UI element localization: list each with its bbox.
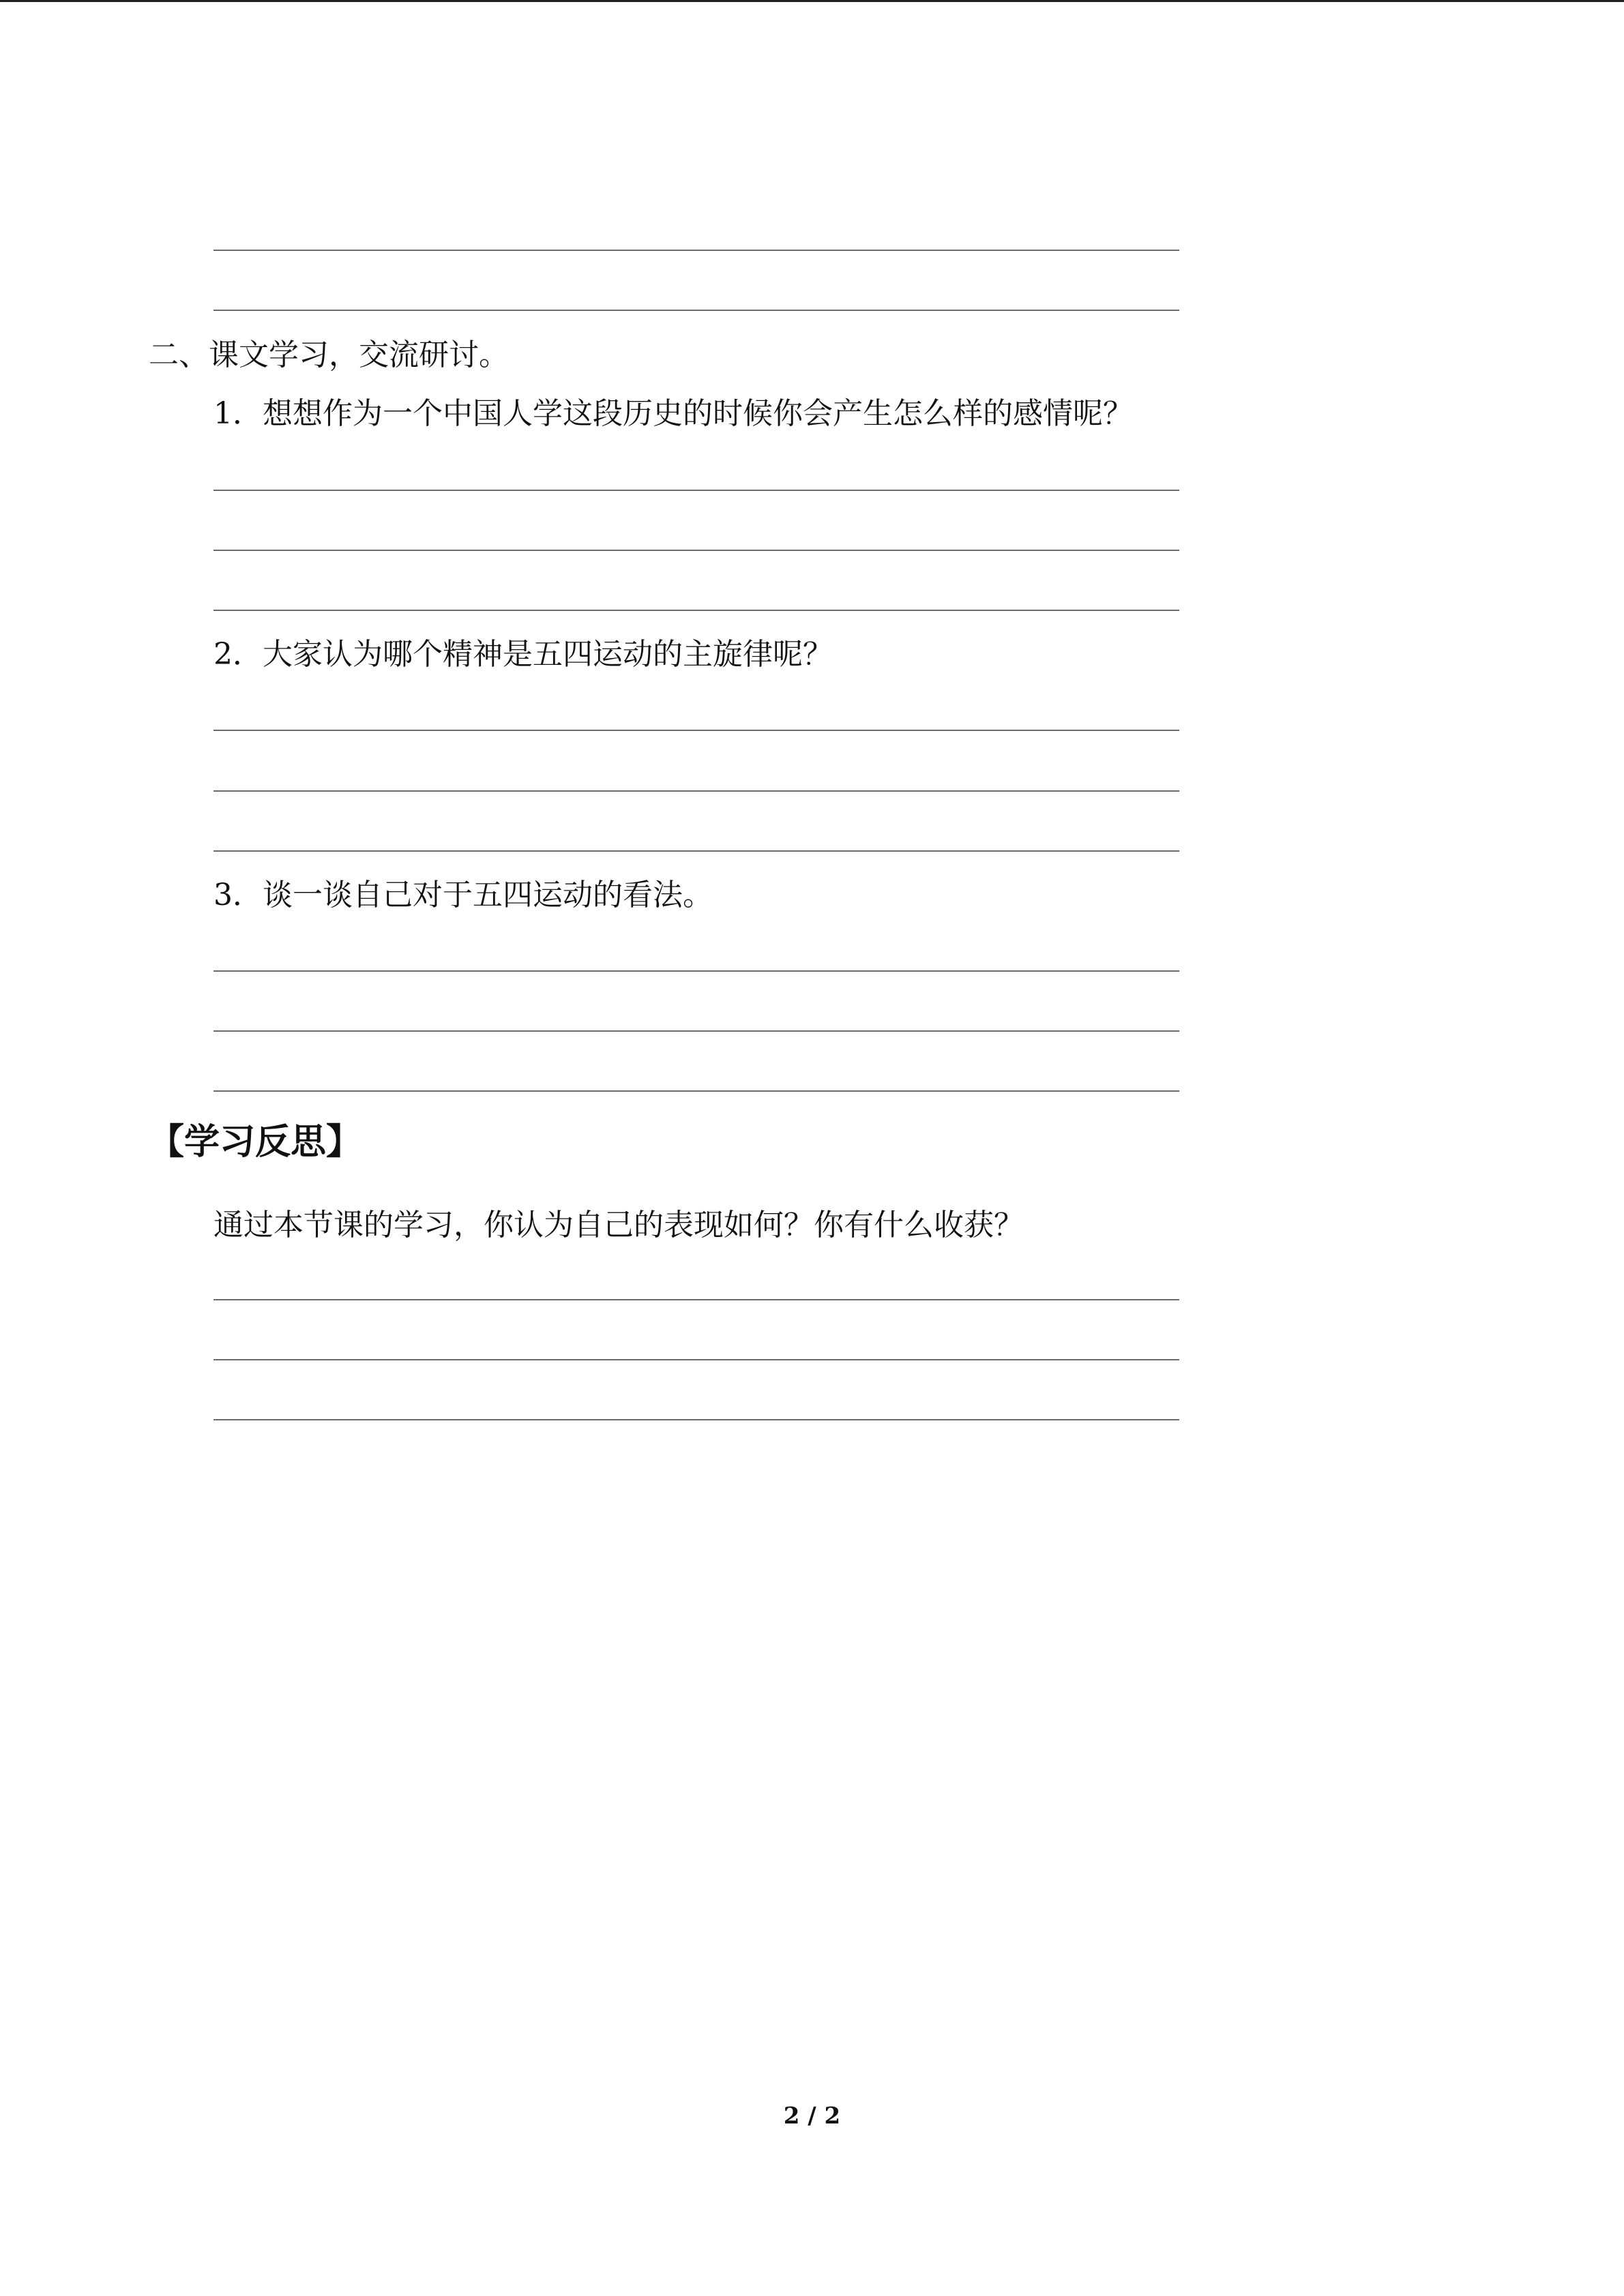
answer-line (213, 1419, 1179, 1420)
answer-line (213, 790, 1179, 792)
answer-line (213, 850, 1179, 852)
answer-line (213, 730, 1179, 731)
section-heading: 二、课文学习，交流研讨。 (149, 338, 509, 372)
reflection-prompt: 通过本节课的学习，你认为自己的表现如何？你有什么收获？ (213, 1208, 1024, 1242)
answer-line (213, 1090, 1179, 1092)
page-number: 2 / 2 (783, 2102, 841, 2130)
answer-line (213, 1359, 1179, 1360)
question-3: 3．谈一谈自己对于五四运动的看法。 (213, 878, 713, 912)
answer-line (213, 970, 1179, 972)
reflection-title: 【学习反思】 (149, 1122, 362, 1163)
answer-line (213, 1299, 1179, 1300)
answer-line (213, 250, 1179, 251)
question-1: 1．想想作为一个中国人学这段历史的时候你会产生怎么样的感情呢？ (213, 396, 1133, 431)
answer-line (213, 490, 1179, 491)
answer-line (213, 550, 1179, 551)
question-2: 2．大家认为哪个精神是五四运动的主旋律呢？ (213, 637, 833, 672)
answer-line (213, 310, 1179, 311)
top-border-rule (0, 0, 1624, 2)
answer-line (213, 610, 1179, 611)
answer-line (213, 1030, 1179, 1032)
